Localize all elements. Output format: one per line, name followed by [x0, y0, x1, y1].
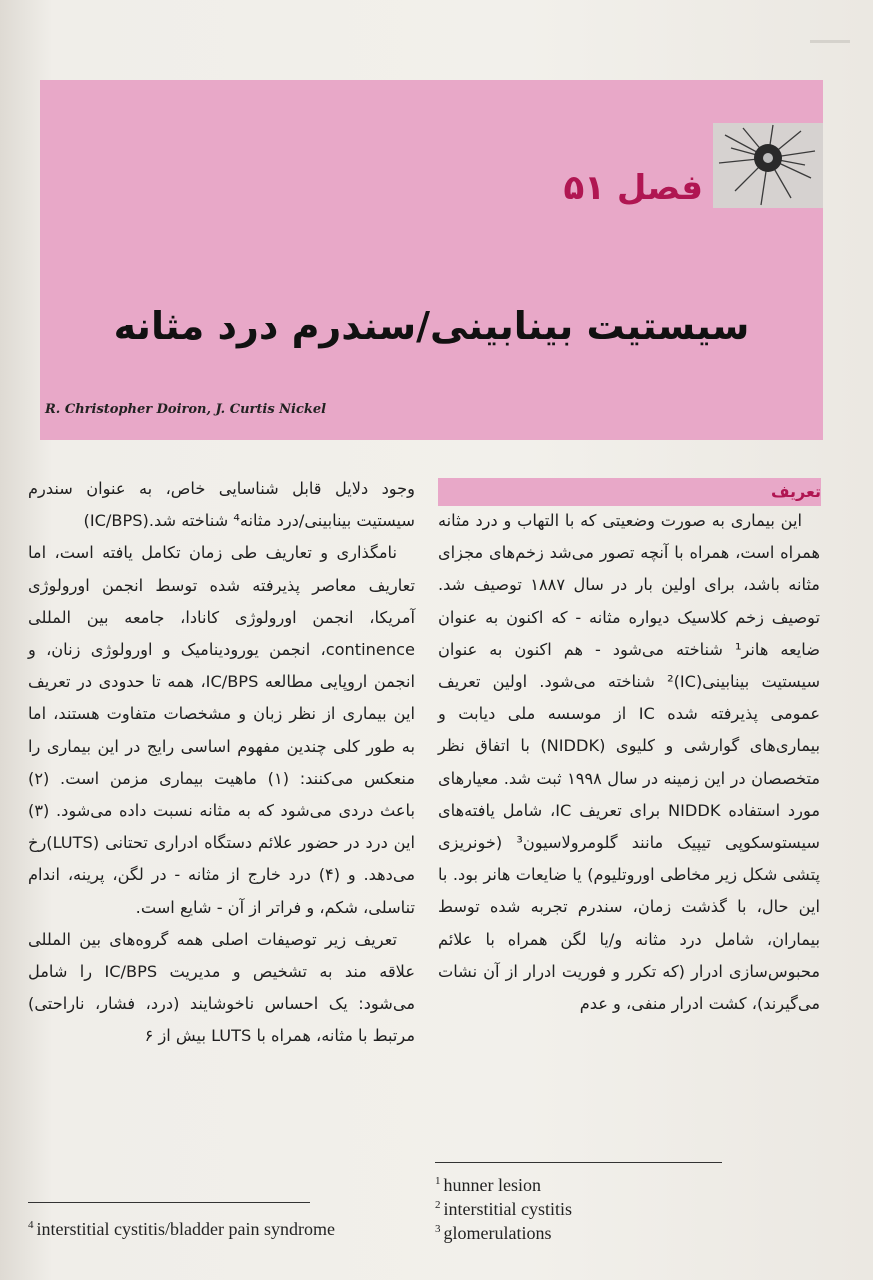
text-line: زخم‌های مجزای مثانه باشد، برای اولین بار در سال	[438, 543, 820, 595]
text-line: اما تعاریف معاصر پذیرفته شده توسط انجمن	[28, 543, 415, 595]
text-line: زنان، و انجمن اروپایی مطالعه IC/BPS، همه تا	[28, 640, 415, 692]
left-column-text	[28, 473, 415, 1053]
text-line: حدودی در تعریف این بیماری از نظر زبان و	[28, 672, 415, 724]
text-line: شامل می‌شود: یک احساس ناخوشایند (درد، فشار،	[28, 962, 415, 1014]
text-line: سیستیت بینابینی/درد مثانه⁴ شناخته شد.(IC/BPS)	[83, 511, 415, 531]
text-line: گوارشی و کلیوی (NIDDK) با اتفاق نظر متخصصان	[438, 736, 820, 788]
text-line: بینابینی(IC)² شناخته می‌شود. اولین تعریف عمومی	[438, 672, 820, 724]
text-line: المللی continence، انجمن یورودینامیک و اورولوژی	[28, 607, 415, 660]
right-column-text	[438, 505, 820, 1020]
text-line: می‌کنند: (۱) ماهیت بیماری مزمن است. (۲) باعث	[28, 768, 415, 821]
text-line: این بیماری به صورت وضعیتی که با التهاب و	[503, 511, 802, 530]
footnote: $^1$ hunner lesion	[435, 1175, 541, 1195]
text-line: نامگذاری و تعاریف طی زمان تکامل یافته است،	[54, 543, 397, 563]
text-line: وجود دلایل قابل شناسایی خاص، به عنوان سندرم	[28, 479, 415, 498]
footnote: $^2$ interstitial cystitis	[435, 1199, 572, 1219]
text-line: تعریف زیر توصیفات اصلی همه گروه‌های بین	[79, 929, 397, 949]
text-line: مشخصات متفاوت هستند، اما به طور کلی چندین	[28, 704, 415, 756]
footnotes-left	[28, 1213, 335, 1237]
footnote-rule-left	[28, 1202, 310, 1203]
section-heading-band	[438, 478, 821, 506]
text-line: مورد استفاده NIDDK برای تعریف IC، شامل	[502, 800, 820, 820]
text-line: ناراحتی) مرتبط با مثانه، همراه با LUTS بیش از ۶	[28, 994, 415, 1046]
text-line: درد مثانه همراه است، همراه با آنچه تصور می‌شد	[438, 511, 820, 563]
text-line: المللی علاقه مند به تشخیص و مدیریت IC/BPS را	[28, 929, 416, 982]
text-line: (خونریزی پتشی شکل زیر مخاطی اوروتلیوم) یا	[438, 833, 820, 885]
chapter-illustration	[713, 123, 823, 208]
text-line: در این زمینه در سال ۱۹۹۸ ثبت شد. معیارهای	[438, 768, 746, 788]
text-line: این درد در حضور علائم دستگاه ادراری تحتانی	[105, 833, 415, 853]
text-line: مفهوم اساسی رایج در این بیماری را منعکس	[28, 736, 415, 788]
text-line: دردی می‌شود که به مثانه نسبت داده می‌شود. (۳)	[28, 801, 374, 821]
text-line: یافته‌های سیستوسکوپی تیپیک مانند گلومرولاسیون³	[438, 800, 820, 853]
bleed-through-mark	[810, 40, 850, 43]
article-title: سیستیت بینابینی/سندرم درد مثانه	[113, 304, 750, 348]
text-line: (LUTS)رخ می‌دهد. و (۴) درد خارج از مثانه - در	[28, 833, 416, 885]
paragraph	[28, 473, 415, 537]
text-line: ۱۸۸۷ توصیف شد. توصیف زخم کلاسیک دیواره	[438, 575, 820, 627]
footnote-rule-right	[435, 1162, 722, 1163]
chapter-number: فصل ۵۱	[563, 168, 703, 208]
text-line: می‌شود - هم اکنون به عنوان سیستیت	[438, 639, 821, 692]
footnote: $^4$ interstitial cystitis/bladder pain syndrome	[28, 1219, 335, 1239]
text-line: لگن، پرینه، اندام تناسلی، شکم، و فراتر از آن - شایع	[28, 865, 415, 917]
chapter-header-band	[40, 80, 823, 440]
text-line: ضایعات هانر بود. با این حال، با گذشت زمان، سندرم	[438, 865, 820, 917]
text-line: همراه با علائم محبوس‌سازی ادرار (که تکرر و فوریت	[438, 929, 820, 981]
section-heading: تعریف	[770, 482, 821, 501]
paragraph	[28, 924, 415, 1053]
text-line: پذیرفته شده IC از موسسه ملی دیابت و بیماری‌های	[438, 704, 820, 756]
text-line: اورولوژی آمریکا، انجمن اورولوژی کانادا، جامعه بین	[28, 575, 416, 627]
footnotes-right	[435, 1169, 572, 1241]
paragraph	[28, 537, 415, 923]
text-line: مثانه - که اکنون به عنوان ضایعه هانر¹ شناخته	[438, 607, 820, 659]
footnote: $^3$ glomerulations	[435, 1223, 552, 1243]
text-line: تجربه شده توسط بیماران، شامل درد مثانه و/یا لگن	[438, 897, 820, 949]
text-line: ادرار از آن نشات می‌گیرند)، کشت ادرار منفی، و عدم	[438, 961, 820, 1014]
authors: R. Christopher Doiron, J. Curtis Nickel	[45, 402, 327, 417]
text-line: است.	[135, 897, 175, 917]
